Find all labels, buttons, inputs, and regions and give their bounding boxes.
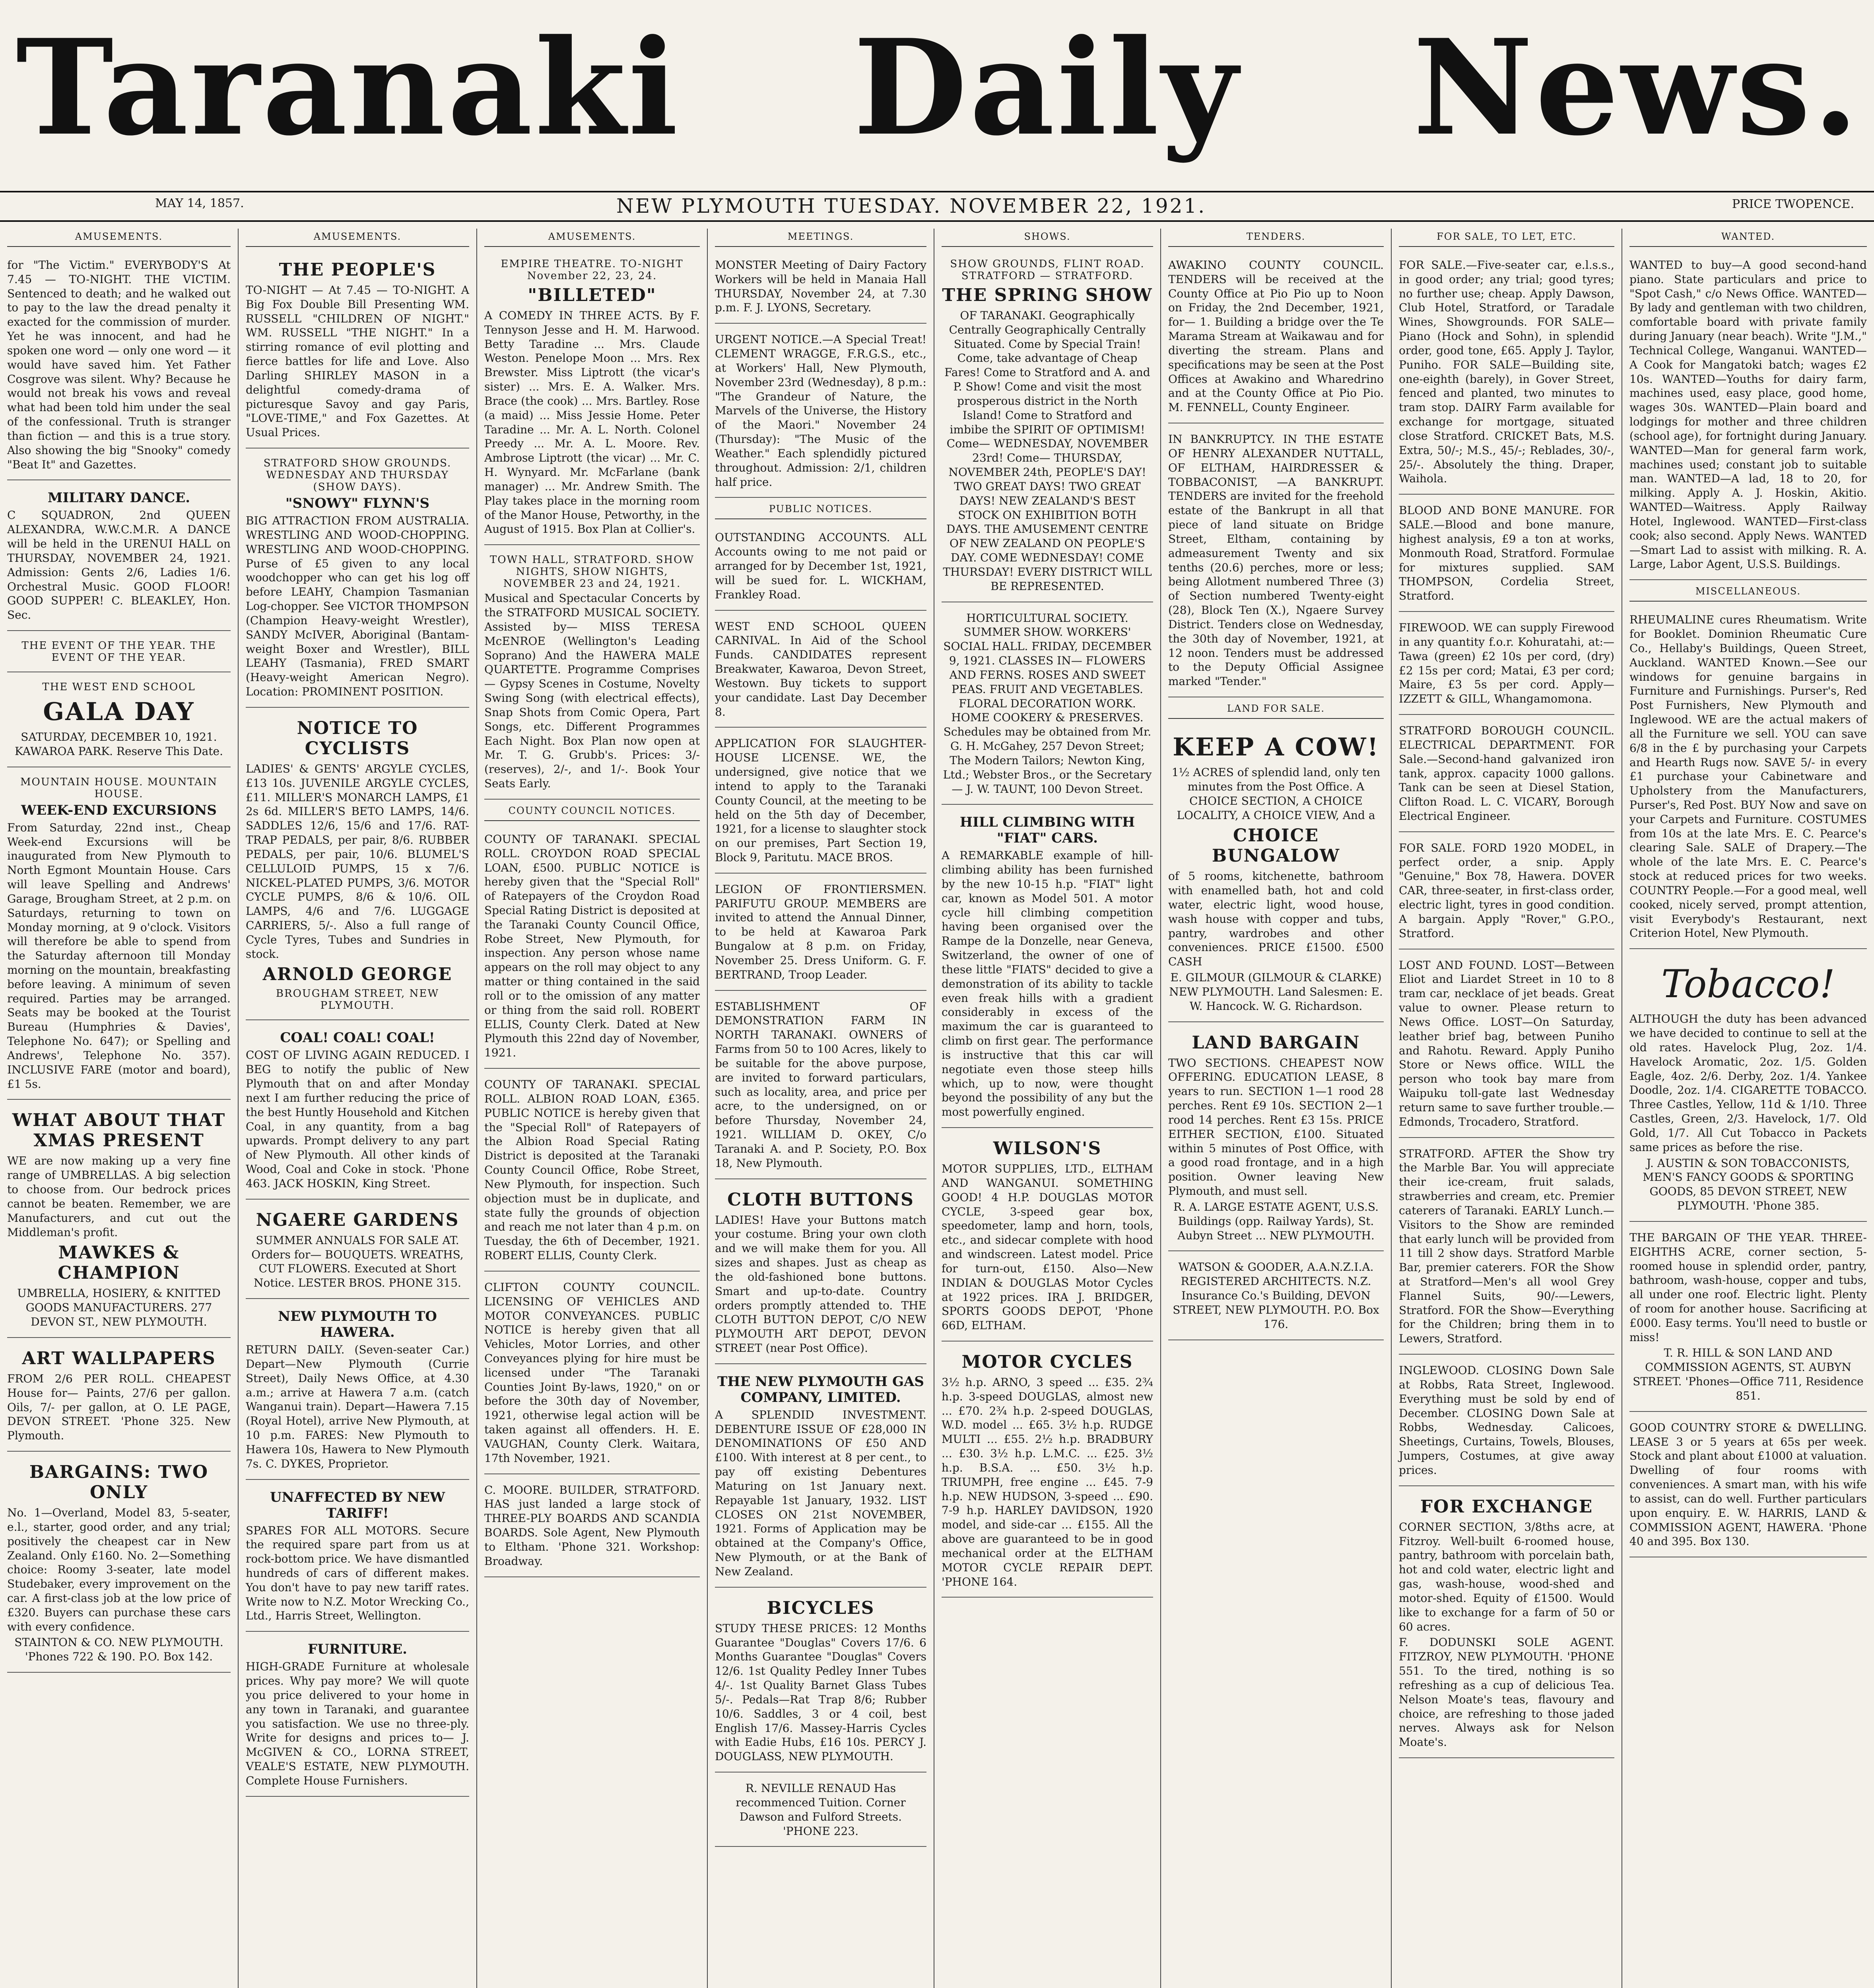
classifieds-inglewood <box>1399 1358 1614 1486</box>
ad-title: THE SPRING SHOW <box>942 285 1153 305</box>
classified-text: STRATFORD BOROUGH COUNCIL. ELECTRICAL DEPARTMENT. FOR Sale.—Second-hand galvanized iron tank, approx. capacity 1000 gallons. Tank can be seen at Diesel Station, Clifton Road. L. C. VICARY, Borough Electrical Engineer. <box>1399 724 1614 823</box>
ad-text: THE BARGAIN OF THE YEAR. THREE-EIGHTHS ACRE, corner section, 5-roomed house in splendid order, pantry, bathroom, wash-house, copper and tubs, all under one roof. Electric light. Plenty of room for another house. Sacrificing at £000. Easy terms. You'll need to bustle or miss! <box>1629 1231 1867 1344</box>
ad-text: From Saturday, 22nd inst., Cheap Week-end Excursions will be inaugurated from New Plymouth to North Egmont Mountain House. Cars will leave Spelling and Andrews' Garage, Brougham Street, at 2 p.m. on Saturdays, returning to town on Monday morning, at 9 o'clock. Visitors will therefore be able to spend from the Saturday afternoon till Monday morning on the mountain, breakfasting before leaving. A minimum of seven required. Parties may be arranged. Seats may be booked at the Tourist Bureau (Humphries & Davies', Telephone No. 647); or Spelling and Andrews', Telephone No. 357). INCLUSIVE FARE (motor and board), £1 5s. <box>7 821 231 1091</box>
column-amusements-1 <box>0 229 239 1988</box>
classified-text: FOR SALE.—Five-seater car, e.l.s.s., in good order; any trial; good tyres; no further use; cheap. Apply Dawson, Club Hotel, Stratford, or Taradale Wines, Showgrounds. FOR SALE—Piano (Hock and Sohn), in splendid order, good tone, £65. Apply J. Taylor, Puniho. FOR SALE—Building site, one-eighth (barely), in Gover Street, fenced and planted, two minutes to tram stop. DAIRY Farm available for exchange for mortgage, situated close Stratford. CRICKET Bats, M.S. Extra, 50/-; M.S., 45/-; Reblades, 30/-, 25/-. Absolutely the thing. Draper, Waihola. <box>1399 258 1614 485</box>
article-fiat <box>942 808 1153 1128</box>
notice-wragge <box>715 327 926 498</box>
notice-carnival <box>715 614 926 728</box>
classifieds-cars <box>1399 835 1614 949</box>
ad-signature: E. GILMOUR (GILMOUR & CLARKE) NEW PLYMOUTH. Land Salesmen: E. W. Hancock. W. G. Richardson. <box>1169 971 1383 1013</box>
ad-watson-gooder <box>1168 1254 1384 1340</box>
notice-croydon-road <box>484 827 700 1069</box>
ad-signature: STAINTON & CO. NEW PLYMOUTH. 'Phones 722 & 190. P.O. Box 142. <box>14 1636 223 1664</box>
ad-text: HORTICULTURAL SOCIETY. SUMMER SHOW. WORKERS' SOCIAL HALL. FRIDAY, DECEMBER 9, 1921. CLASSES IN— FLOWERS AND FERNS. ROSES AND SWEET PEAS. FRUIT AND VEGETABLES. FLORAL DECORATION WORK. HOME COOKERY & PRESERVES. Schedules may be obtained from Mr. G. H. McGahey, 257 Devon Street; The Modern Tailors; Newton King, Ltd.; Webster Bros., or the Secretary— J. W. TAUNT, 100 Devon Street. <box>943 611 1152 796</box>
ad-text: EMPIRE THEATRE. TO-NIGHT November 22, 23, 24. <box>501 258 684 282</box>
ad-signature: T. R. HILL & SON LAND AND COMMISSION AGENTS, ST. AUBYN STREET. 'Phones—Office 711, Residence 851. <box>1633 1346 1864 1402</box>
classifieds-manure <box>1399 498 1614 612</box>
ad-text: of 5 rooms, kitchenette, bathroom with enamelled bath, hot and cold water, electric light, wood house, wash house with copper and tubs, pantry, wardrobes and other conveniences. PRICE £1500. £500 CASH <box>1168 870 1384 969</box>
ad-text: SUMMER ANNUALS FOR SALE AT. Orders for— BOUQUETS. WREATHS, CUT FLOWERS. Executed at Short Notice. LESTER BROS. PHONE 315. <box>251 1233 464 1290</box>
ad-text: STUDY THESE PRICES: 12 Months Guarantee "Douglas" Covers 17/6. 6 Months Guarantee "Douglas" Covers 12/6. 1st Quality Pedley Inner Tubes 4/-. 1st Quality Barnet Glass Tubes 5/-. Pedals—Rat Trap 8/6; Rubber 10/6. Saddles, 3 or 4 coil, best English 17/6. Massey-Harris Cycles with Eadie Hubs, £16 10s. PERCY J. DOUGLASS, NEW PLYMOUTH. <box>715 1621 926 1763</box>
classified-text: FIREWOOD. WE can supply Firewood in any quantity f.o.r. Kohuratahi, at:—Tawa (green) £2 10s per cord, (dry) £2 15s per cord; Matai, £3 per cord; Maire, £3 5s per cord. Apply— IZZETT & GILL, Whangamomona. <box>1399 621 1614 706</box>
article-text: A REMARKABLE example of hill-climbing ability has been furnished by the new 10-15 h.p. "FIAT" light car, known as Model 501. A motor cycle hill climbing competition having been organised over the Rampe de la Donzelle, near Geneva, Switzerland, the owner of one of these little "FIATS" decided to give a demonstration of its ability to tackle even freak hills with a gradient considerably in excess of the maximum the car is guaranteed to climb on first gear. The performance is instructive that this car will negotiate even those steep hills which, up to now, were thought beyond the possibility of any but the most powerfully engined. <box>942 849 1153 1119</box>
notice-text: ESTABLISHMENT OF DEMONSTRATION FARM IN NORTH TARANAKI. OWNERS of Farms from 50 to 100 Acres, likely to be suitable for the above purpose, are invited to forward particulars, such as locality, area, and price per acre, to the undersigned, on or before Thursday, November 24, 1921. WILLIAM D. OKEY, C/o Taranaki A. and P. Society, P.O. Box 18, New Plymouth. <box>715 1000 926 1170</box>
title-word-1: Taranaki <box>16 10 681 165</box>
notice-slaughter-house <box>715 731 926 873</box>
ad-title: COAL! COAL! COAL! <box>280 1030 435 1046</box>
column-header: WANTED. <box>1629 229 1867 247</box>
ad-text: R. NEVILLE RENAUD Has recommenced Tuition. Corner Dawson and Fulford Streets. 'PHONE 223. <box>736 1782 906 1838</box>
ad-title: ARNOLD GEORGE <box>262 964 452 985</box>
section-header: LAND FOR SALE. <box>1168 701 1384 719</box>
issue-dateline: NEW PLYMOUTH TUESDAY. NOVEMBER 22, 1921. <box>616 194 1206 217</box>
ad-wallpapers <box>7 1341 231 1452</box>
classified-text: FOR SALE. FORD 1920 MODEL, in perfect order, a snip. Apply "Genuine," Box 78, Hawera. DOVER CAR, three-seater, in first-class order, electric light, tyres in good condition. A bargain. Apply "Rover," G.P.O., Stratford. <box>1399 841 1614 940</box>
ad-title: THE NEW PLYMOUTH GAS COMPANY, LIMITED. <box>717 1373 924 1406</box>
ad-text: TWO SECTIONS. CHEAPEST NOW OFFERING. EDUCATION LEASE, 8 years to run. SECTION 1—1 rood 28 perches. Rent £9 10s. SECTION 2—1 rood 14 perches. Rent £3 15s. PRICE EITHER SECTION, £100. Situated within 5 minutes of Post Office, with a good road frontage, and in a high position. Owner leaving New Plymouth, and must sell. <box>1168 1056 1384 1198</box>
notice-text: COUNTY OF TARANAKI. SPECIAL ROLL. ALBION ROAD LOAN, £365. PUBLIC NOTICE is hereby given that the "Special Roll" of Ratepayers of the Albion Road Special Rating District is deposited at the Taranaki County Council Office, Robe Street, New Plymouth, for inspection. Such objection must be in duplicate, and state fully the grounds of objection and reach me not later than 4 p.m. on Tuesday, the 6th of December, 1921. ROBERT ELLIS, County Clerk. <box>484 1078 700 1262</box>
ad-title: UNAFFECTED BY NEW TARIFF! <box>270 1489 445 1521</box>
classified-text: WANTED to buy—A good second-hand piano. State particulars and price to "Spot Cash," c/o News Office. WANTED—By lady and gentleman with two children, comfortable board with private family during January (near beach). Write "J.M.," Technical College, Wanganui. WANTED—A Cook for Mangatoki batch; wages £2 10s. WANTED—Youths for dairy farm, machines used, easy place, good home, wages 30s. WANTED—Plain board and lodgings for mother and three children (school age), for fortnight during January. WANTED—Man for general farm work, machines used; constant job to suitable man. WANTED—A lad, 18 to 20, for milking. Apply A. J. Hoskin, Akitio. WANTED—Waitress. Apply Railway Hotel, Inglewood. WANTED—First-class cook; also second. Apply News. WANTED—Smart Lad to assist with milking. R. A. Large, Labor Agent, U.S.S. Buildings. <box>1629 258 1867 571</box>
ad-bicycles <box>715 1591 926 1773</box>
ad-title: LAND BARGAIN <box>1192 1032 1360 1053</box>
section-header: MISCELLANEOUS. <box>1629 583 1867 602</box>
ad-text: 1½ ACRES of splendid land, only ten minutes from the Post Office. A CHOICE SECTION, A CHOICE LOCALITY, A CHOICE VIEW, And a <box>1171 766 1381 822</box>
classifieds-miscellaneous <box>1629 607 1867 949</box>
column-shows <box>934 229 1161 1988</box>
ad-military-dance <box>7 483 231 631</box>
notice-text: LEGION OF FRONTIERSMEN. PARIFUTU GROUP. MEMBERS are invited to attend the Annual Dinner, to be held at Kawaroa Park Bungalow at 8 p.m. on Friday, November 25. Dress Uniform. G. F. BERTRAND, Troop Leader. <box>715 882 926 981</box>
ad-cyclists <box>246 711 469 1021</box>
classified-text: INGLEWOOD. CLOSING Down Sale at Robbs, Rata Street, Inglewood. Everything must be sold by end of December. CLOSING Down Sale at Robbs, Wednesday. Calicoes, Sheetings, Curtains, Towels, Blouses, Jumpers, Costumes, at give away prices. <box>1399 1364 1614 1477</box>
masthead <box>0 0 1874 187</box>
ad-text: MOUNTAIN HOUSE. MOUNTAIN HOUSE. <box>20 776 218 800</box>
ad-signature: J. AUSTIN & SON TOBACCONISTS, MEN'S FANCY GOODS & SPORTING GOODS, 85 DEVON STREET, NEW PLYMOUTH. 'Phone 385. <box>1643 1156 1854 1213</box>
ad-title: Tobacco! <box>1661 962 1835 1007</box>
ad-peoples-theatre <box>246 252 469 448</box>
ad-text: for "The Victim." EVERYBODY'S At 7.45 — TO-NIGHT. THE VICTIM. Sentenced to death; and he walked out to pay to the law the dread penalty it exacted for the commission of murder. Yet he was innocent, and had he spoken one word — only one word — it would have saved him. Yet Father Cosgrove was silent. Why? Because he would not break his vows and reveal what had been told him under the seal of the confessional. Truth is stranger than fiction — and this is a true story. Also showing the big "Snooky" comedy "Beat It" and Gazettes. <box>7 258 231 471</box>
price: PRICE TWOPENCE. <box>1732 197 1854 211</box>
ad-title: CHOICE BUNGALOW <box>1212 825 1340 866</box>
page-columns <box>0 229 1874 1988</box>
notice-text: APPLICATION FOR SLAUGHTER-HOUSE LICENSE. WE, the undersigned, give notice that we intend to apply to the Taranaki County Council, at the meeting to be held on the 5th day of December, 1921, for a license to slaughter stock on our premises, Part Section 19, Block 9, Paritutu. MACE BROS. <box>715 737 926 864</box>
ad-title: "BILLETED" <box>528 285 656 305</box>
ad-text: SPARES FOR ALL MOTORS. Secure the required spare part from us at rock-bottom price. We have dismantled hundreds of cars of different makes. You don't have to pay new tariff rates. Write now to N.Z. Motor Wrecking Co., Ltd., Harris Street, Wellington. <box>246 1524 469 1623</box>
ad-title: THE PEOPLE'S <box>279 260 436 280</box>
article-title: HILL CLIMBING WITH "FIAT" CARS. <box>959 814 1135 846</box>
ad-xmas-present <box>7 1103 231 1338</box>
column-amusements-2 <box>239 229 477 1988</box>
ad-text: COST OF LIVING AGAIN REDUCED. I BEG to notify the public of New Plymouth that on and after Monday next I am further reducing the price of the best Huntly Household and Kitchen Coal, in any quantity, from a bag upwards. Prompt delivery to any part of New Plymouth. All other kinds of Wood, Coal and Coke in stock. 'Phone 463. JACK HOSKIN, King Street. <box>246 1048 469 1190</box>
ad-title: NOTICE TO CYCLISTS <box>297 718 418 759</box>
column-for-sale <box>1392 229 1622 1988</box>
ad-text: WE are now making up a very fine range of UMBRELLAS. A big selection to choose from. Our bedrock prices cannot be beaten. Remember, we are Manufacturers, and cut out the Middleman's profit. <box>7 1154 231 1239</box>
ad-billeted <box>484 252 700 545</box>
ad-text: TO-NIGHT — At 7.45 — TO-NIGHT. A Big Fox Double Bill Presenting WM. RUSSELL "CHILDREN OF NIGHT." WM. RUSSELL "THE NIGHT." In a stirring romance of evil plotting and fierce battles for life and Love. Also Darling SHIRLEY MASON in a delightful comedy-drama of picturesque Savoy and gay Paris, "LOVE-TIME," and Fox Gazettes. At Usual Prices. <box>246 283 469 439</box>
classifieds-lost-found <box>1399 953 1614 1138</box>
ad-text: THE EVENT OF THE YEAR. THE EVENT OF THE YEAR. <box>21 640 216 664</box>
classified-text: STRATFORD. AFTER the Show try the Marble Bar. You will appreciate their ice-cream, fruit salads, strawberries and cream, etc. Premier caterers of Taranaki. EARLY Lunch.—Visitors to the Show are reminded that early lunch will be provided from 11 till 2 show days. Stratford Marble Bar, premier caterers. FOR the Show at Stratford—Men's all wool Grey Flannel Suits, 90/-—Lewers, Stratford. FOR the Show—Everything for the Children; bring them in to Lewers, Stratford. <box>1399 1147 1614 1345</box>
ad-title: NGAERE GARDENS <box>256 1209 459 1230</box>
classifieds-firewood <box>1399 615 1614 715</box>
ad-ngaere-gardens <box>246 1203 469 1299</box>
classified-text: BLOOD AND BONE MANURE. FOR SALE.—Blood and bone manure, highest analysis, £9 a ton at works, Monmouth Road, Stratford. Formulae for mixtures supplied. SAM THOMPSON, Cordelia Street, Stratford. <box>1399 504 1614 603</box>
ad-text: UMBRELLA, HOSIERY, & KNITTED GOODS MANUFACTURERS. 277 DEVON ST., NEW PLYMOUTH. <box>17 1287 221 1329</box>
notice-text: OUTSTANDING ACCOUNTS. ALL Accounts owing to me not paid or arranged for by December 1st, 1921, will be sued for. L. WICKHAM, Frankley Road. <box>715 531 926 601</box>
ad-moore-builder <box>484 1477 700 1577</box>
classified-text: LOST AND FOUND. LOST—Between Eliot and Liardet Street in 10 to 8 tram car, necklace of jet beads. Great value to owner. Please return to News Office. LOST—On Saturday, leather brief bag, between Puniho and Rahotu. Reward. Apply Puniho Store or News office. WILL the person who took bay mare from Waipuku toll-gate last Wednesday return same to save further trouble.—Edmonds, Trocadero, Stratford. <box>1399 958 1614 1128</box>
ad-title: FURNITURE. <box>308 1641 407 1658</box>
newspaper-title <box>16 8 1861 167</box>
ad-cloth-buttons <box>715 1182 926 1364</box>
ad-text: GOOD COUNTRY STORE & DWELLING. LEASE 3 or 5 years at 65s per week. Stock and plant about £1000 at valuation. Dwelling of four rooms with conveniences. A smart man, with his wife to assist, can do well. Further particulars upon enquiry. E. W. HARRIS, LAND & COMMISSION AGENT, HAWERA. 'Phone 40 and 395. Box 130. <box>1629 1421 1867 1548</box>
ad-wilsons <box>942 1131 1153 1342</box>
ad-text: No. 1—Overland, Model 83, 5-seater, e.l., starter, good order, and any trial; positively the cheapest car in New Zealand. Only £160. No. 2—Something choice: Roomy 3-seater, late model Studebaker, every improvement on the car. A first-class job at the low price of £320. Buyers can purchase these cars with every confidence. <box>7 1506 231 1633</box>
ad-coal <box>246 1023 469 1199</box>
ad-gala-day <box>7 676 231 767</box>
classifieds-stratford <box>1399 1141 1614 1355</box>
column-wanted <box>1622 229 1874 1988</box>
ad-text: RETURN DAILY. (Seven-seater Car.) Depart—New Plymouth (Currie Street), Daily News Office, at 4.30 a.m.; arrive at Hawera 7 a.m. (catch Wanganui train). Depart—Hawera 7.15 (Royal Hotel), arrive New Plymouth, at 10 p.m. FARES: New Plymouth to Hawera 10s, Hawera to New Plymouth 7s. C. DYKES, Proprietor. <box>246 1343 469 1470</box>
classifieds-borough <box>1399 718 1614 832</box>
ad-land-bargain <box>1168 1025 1384 1252</box>
ad-text: SATURDAY, DECEMBER 10, 1921. KAWAROA PARK. Reserve This Date. <box>15 730 223 758</box>
ad-tobacco <box>1629 952 1867 1222</box>
ad-title: BICYCLES <box>767 1598 875 1618</box>
ad-text: BIG ATTRACTION FROM AUSTRALIA. WRESTLING AND WOOD-CHOPPING. WRESTLING AND WOOD-CHOPPING. Purse of £5 given to any local woodchopper who can get his log off before LEAHY, Champion Tasmanian Log-chopper. See VICTOR THOMPSON (Champion Heavy-weight Wrestler), SANDY McIVER, Aboriginal (Bantam-weight Boxer and Wrestler), BILL LEAHY (Tasmania), FRED SMART (Heavy-weight American Negro). Location: PROMINENT POSITION. <box>246 514 469 699</box>
title-word-2: Daily <box>853 10 1240 165</box>
ad-text: TOWN HALL, STRATFORD. SHOW NIGHTS, SHOW NIGHTS, NOVEMBER 23 and 24, 1921. <box>489 554 695 590</box>
classifieds-wanted <box>1629 252 1867 580</box>
column-header: TENDERS. <box>1168 229 1384 247</box>
notice-text: WEST END SCHOOL QUEEN CARNIVAL. In Aid of the School Funds. CANDIDATES represent Breakwater, Kawaroa, Devon Street, Westown. Buy tickets to support your candidate. Last Day December 8. <box>715 619 926 718</box>
ad-victim <box>7 252 231 480</box>
dateline-bar <box>0 191 1874 222</box>
ad-title: CLOTH BUTTONS <box>727 1189 914 1210</box>
notice-frontiersmen <box>715 877 926 991</box>
column-header: SHOWS. <box>942 229 1153 247</box>
ad-text: A COMEDY IN THREE ACTS. By F. Tennyson Jesse and H. M. Harwood. Betty Taradine ... Mrs. Claude Weston. Penelope Moon ... Mrs. Rex Brewster. Miss Liptrott (the vicar's sister) ... Mrs. E. A. Walker. Mrs. Brace (the cook) ... Mrs. Bartley. Rose (a maid) ... Miss Jessie Home. Peter Taradine ... Mr. A. L. North. Colonel Preedy ... Mr. A. L. Moore. Rev. Ambrose Liptrott (the vicar) ... Mr. C. H. Wynyard. Mr. McFarlane (bank manager) ... Mr. Andrew Smith. The Play takes place in the morning room of the Manor House, Petworthy, in the August of 1915. Box Plan at Collier's. <box>484 309 700 536</box>
ad-title: MAWKES & CHAMPION <box>58 1242 180 1283</box>
notice-awakino <box>1168 252 1384 423</box>
ad-for-exchange <box>1399 1489 1614 1758</box>
ad-motor-cycles <box>942 1345 1153 1598</box>
ad-text: WATSON & GOODER, A.A.N.Z.I.A. REGISTERED ARCHITECTS. N.Z. Insurance Co.'s Building, DEVON STREET, NEW PLYMOUTH. P.O. Box 176. <box>1173 1260 1379 1331</box>
ad-text: C. MOORE. BUILDER, STRATFORD. HAS just landed a large stock of THREE-PLY BOARDS AND SCANDIA BOARDS. Sole Agent, New Plymouth to Eltham. 'Phone 321. Workshop: Broadway. <box>484 1483 700 1568</box>
notice-text: IN BANKRUPTCY. IN THE ESTATE OF HENRY ALEXANDER NUTTALL, OF ELTHAM, HAIRDRESSER & TOBBACONIST, —A BANKRUPT. TENDERS are invited for the freehold estate of the Bankrupt in all that piece of land situate on Bridge Street, Eltham, containing by admeasurement Twenty and six tenths (20.6) perches, more or less; being Allotment numbered Three (3) of Section numbered Twenty-eight (28), Block Ten (X.), Ngaere Survey District. Tenders close on Wednesday, the 30th day of November, 1921, at 12 noon. Tenders must be addressed to the Deputy Official Assignee marked "Tender." <box>1168 433 1384 688</box>
ad-text: STRATFORD SHOW GROUNDS. WEDNESDAY AND THURSDAY (SHOW DAYS). <box>263 457 452 493</box>
ad-hawera-service <box>246 1302 469 1479</box>
established-date: MAY 14, 1857. <box>155 196 244 210</box>
ad-snowy-flynn <box>246 452 469 708</box>
ad-title: FOR EXCHANGE <box>1420 1496 1593 1517</box>
ad-text: 3½ h.p. ARNO, 3 speed ... £35. 2¾ h.p. 3-speed DOUGLAS, almost new ... £70. 2¾ h.p. 2-speed DOUGLAS, W.D. model ... £65. 3½ h.p. RUDGE MULTI ... £55. 2½ h.p. BRADBURY ... £30. 3½ h.p. L.M.C. ... £25. 3½ h.p. B.S.A. ... £50. 3½ h.p. TRIUMPH, free engine ... £45. 7-9 h.p. NEW HUDSON, 3-speed ... £90. 7-9 h.p. HARLEY DAVIDSON, 1920 model, and side-car ... £155. All the above are guaranteed to be in good mechanical order at the ELTHAM MOTOR CYCLE REPAIR DEPT. 'PHONE 164. <box>942 1376 1153 1588</box>
ad-event-of-year <box>7 634 231 672</box>
column-header: AMUSEMENTS. <box>246 229 469 247</box>
column-tenders <box>1161 229 1392 1988</box>
column-header: MEETINGS. <box>715 229 926 247</box>
column-header: AMUSEMENTS. <box>7 229 231 247</box>
notice-albion-road <box>484 1072 700 1272</box>
notice-demonstration-farm <box>715 994 926 1179</box>
ad-bargain-of-year <box>1629 1225 1867 1412</box>
section-header: PUBLIC NOTICES. <box>715 501 926 519</box>
notice-text: AWAKINO COUNTY COUNCIL. TENDERS will be received at the County Office at Pio Pio up to Noon on Friday, the 2nd December, 1921, for— 1. Building a bridge over the Te Marama Stream at Waikawau and for diverting the stream. Plans and specifications may be seen at the Post Offices at Awakino and Wharedrino and at the County Office at Pio Pio. M. FENNELL, County Engineer. <box>1168 258 1384 414</box>
ad-country-store <box>1629 1415 1867 1557</box>
ad-musical-society <box>484 548 700 800</box>
notice-text: CLIFTON COUNTY COUNCIL. LICENSING OF VEHICLES AND MOTOR CONVEYANCES. PUBLIC NOTICE is hereby given that all Vehicles, Motor Lorries, and other Conveyances plying for hire must be licensed under "The Taranaki Counties Joint By-laws, 1920," on or before the 30th day of November, 1921, otherwise legal action will be taken against all offenders. H. E. VAUGHAN, County Clerk. Waitara, 17th November, 1921. <box>484 1280 700 1465</box>
ad-text: F. DODUNSKI SOLE AGENT. FITZROY, NEW PLYMOUTH. 'PHONE 551. To the tired, nothing is so refreshing as a cup of delicious Tea. Nelson Moate's teas, flavoury and choice, are refreshing to those jaded nerves. Always ask for Nelson Moate's. <box>1399 1636 1614 1749</box>
ad-mountain-house <box>7 771 231 1100</box>
ad-spring-show <box>942 252 1153 602</box>
ad-title: BARGAINS: TWO ONLY <box>29 1462 209 1503</box>
ad-bargains <box>7 1455 231 1673</box>
ad-title: MOTOR CYCLES <box>961 1352 1133 1372</box>
ad-text: OF TARANAKI. Geographically Centrally Geographically Centrally Situated. Come by Special Train! Come, take advantage of Cheap Fares! Come to Stratford and A. and P. Show! Come and visit the most prosperous district in the North Island! Come to Stratford and imbibe the SPIRIT OF OPTIMISM! Come— WEDNESDAY, NOVEMBER 23rd! Come— THURSDAY, NOVEMBER 24th, PEOPLE'S DAY! TWO GREAT DAYS! TWO GREAT DAYS! NEW ZEALAND'S BEST STOCK ON EXHIBITION BOTH DAYS. THE AMUSEMENT CENTRE OF NEW ZEALAND ON PEOPLE'S DAY. COME WEDNESDAY! COME THURSDAY! EVERY DISTRICT WILL BE REPRESENTED. <box>943 309 1152 593</box>
classified-text: RHEUMALINE cures Rheumatism. Write for Booklet. Dominion Rheumatic Cure Co., Hellaby's Buildings, Queen Street, Auckland. WANTED Known.—See our windows for genuine bargains in Furniture and Furnishings. Purser's, Red Post Furnishers, New Plymouth and Inglewood. WE are the actual makers of all the Furniture we sell. YOU can save 6/8 in the £ by purchasing your Carpets and Hearth Rugs now. SAVE 5/- in every £1 purchase your Cabinetware and Upholstery from the Manufacturers, Purser's, Red Post. BUY Now and save on your Carpets and Furniture. COSTUMES from 10s at the late Mrs. E. C. Pearce's clearing Sale. SALE of Drapery.—The whole of the late Mrs. E. C. Pearce's stock at reduced prices for two weeks. COUNTRY People.—For a good meal, well cooked, nicely served, prompt attention, visit Everybody's Restaurant, next Criterion Hotel, New Plymouth. <box>1629 613 1867 940</box>
column-meetings <box>708 229 934 1988</box>
ad-text: ALTHOUGH the duty has been advanced we have decided to continue to sell at the old rates. Havelock Plug, 2oz. 1/4. Havelock Aromatic, 2oz. 1/5. Golden Eagle, 4oz. 2/6. Derby, 2oz. 1/4. Yankee Doodle, 2oz. 1/4. CIGARETTE TOBACCO. Three Castles, Yellow, 11d & 1/10. Three Castles, Green, 2/3. Havelock, 1/7. Old Gold, 1/7. All Cut Tobacco in Packets same prices as before the rise. <box>1629 1012 1867 1154</box>
title-word-3: News. <box>1413 10 1861 165</box>
ad-text: SHOW GROUNDS, FLINT ROAD. STRATFORD — STRATFORD. <box>950 258 1145 282</box>
ad-text: LADIES' & GENTS' ARGYLE CYCLES, £13 10s. JUVENILE ARGYLE CYCLES, £11. MILLER'S MONARCH LAMPS, £1 2s 6d. MILLER'S BETO LAMPS, 14/6. SADDLES 12/6, 15/6 and 17/6. RAT-TRAP PEDALS, per pair, 8/6. RUBBER PEDALS, per pair, 10/6. BLUMEL'S CELLULOID PUMPS, 15 x 7/6. NICKEL-PLATED PUMPS, 3/6. MOTOR CYCLE PUMPS, 8/6 & 10/6. OIL LAMPS, 4/6 and 7/6. LUGGAGE CARRIERS, 5/-. Also a full range of Cycle Tyres, Tubes and Sundries in stock. <box>246 762 469 961</box>
ad-horticultural <box>942 606 1153 805</box>
ad-text: FROM 2/6 PER ROLL. CHEAPEST House for— Paints, 27/6 per gallon. Oils, 7/- per gallon, at O. LE PAGE, DEVON STREET. 'Phone 325. New Plymouth. <box>7 1372 231 1442</box>
ad-title: NEW PLYMOUTH TO HAWERA. <box>278 1309 437 1341</box>
ad-title: WILSON'S <box>993 1138 1102 1159</box>
ad-furniture <box>246 1635 469 1796</box>
section-header: COUNTY COUNCIL NOTICES. <box>484 803 700 821</box>
ad-text: BROUGHAM STREET, NEW PLYMOUTH. <box>276 988 439 1012</box>
ad-renaud <box>715 1776 926 1847</box>
notice-text: URGENT NOTICE.—A Special Treat! CLEMENT WRAGGE, F.R.G.S., etc., at Workers' Hall, New Plymouth, November 23rd (Wednesday), 8 p.m.: "The Grandeur of Nature, the Marvels of the Universe, the History of the Maori." November 24 (Thursday): "The Music of the Weather." Each splendidly pictured throughout. Admission: 2/1, children half price. <box>715 333 926 489</box>
notice-clifton-council <box>484 1275 700 1474</box>
column-header: FOR SALE, TO LET, ETC. <box>1399 229 1614 247</box>
ad-title: KEEP A COW! <box>1173 732 1379 762</box>
notice-text: COUNTY OF TARANAKI. SPECIAL ROLL. CROYDON ROAD SPECIAL LOAN, £500. PUBLIC NOTICE is hereby given that the "Special Roll" of Ratepayers of the Croydon Road Special Rating District is deposited at the Taranaki County Council Office, Robe Street, New Plymouth, for inspection. Any person whose name appears on the roll may object to any matter or thing contained in the said roll or to the omission of any matter or thing from the said roll. ROBERT ELLIS, County Clerk. Dated at New Plymouth this 22nd day of November, 1921. <box>484 832 700 1060</box>
notice-bankruptcy <box>1168 427 1384 697</box>
ad-title: WEEK-END EXCURSIONS <box>21 802 217 818</box>
ad-text: HIGH-GRADE Furniture at wholesale prices. Why pay more? We will quote you price delivered to your home in any town in Taranaki, and guarantee you satisfaction. We use no three-ply. Write for designs and prices to— J. McGIVEN & CO., LORNA STREET, VEALE'S ESTATE, NEW PLYMOUTH. Complete House Furnishers. <box>246 1660 469 1787</box>
ad-text: A SPLENDID INVESTMENT. DEBENTURE ISSUE OF £28,000 IN DENOMINATIONS OF £50 AND £100. With interest at 8 per cent., to pay off existing Debentures Maturing on 1st January next. Repayable 1st January, 1932. LIST CLOSES ON 21st NOVEMBER, 1921. Forms of Application may be obtained at the Company's Office, New Plymouth, or at the Bank of New Zealand. <box>715 1408 926 1578</box>
ad-gas-company <box>715 1367 926 1588</box>
column-header: AMUSEMENTS. <box>484 229 700 247</box>
ad-title: MILITARY DANCE. <box>47 490 190 506</box>
ad-title: "SNOWY" FLYNN'S <box>285 495 430 512</box>
ad-text: Musical and Spectacular Concerts by the STRATFORD MUSICAL SOCIETY. Assisted by— MISS TERESA McENROE (Wellington's Leading Soprano) And the HAWERA MALE QUARTETTE. Programme Comprises— Gypsy Scenes in Costume, Novelty Swing Song (with electrical effects), Snap Shots from Comic Opera, Part Songs, etc. Different Programmes Each Night. Box Plan now open at Mr. T. G. Grubb's. Prices: 3/- (reserves), 2/-, and 1/-. Book Your Seats Early. <box>484 592 700 790</box>
ad-text: MOTOR SUPPLIES, LTD., ELTHAM AND WANGANUI. SOMETHING GOOD! 4 H.P. DOUGLAS MOTOR CYCLE, 3-speed gear box, speedometer, lamp and horn, tools, etc., and sidecar complete with hood and windscreen. Latest model. Price for turn-out, £150. Also—New INDIAN & DOUGLAS Motor Cycles at 1922 prices. IRA J. BRIDGER, SPORTS GOODS DEPOT, 'Phone 66D, ELTHAM. <box>942 1162 1153 1332</box>
ad-intro: THE WEST END SCHOOL <box>42 681 196 693</box>
ad-text: LADIES! Have your Buttons match your costume. Bring your own cloth and we will make them for you. All sizes and shapes. Just as cheap as the old-fashioned bone buttons. Smart and up-to-date. Country orders promptly attended to. THE CLOTH BUTTON DEPOT, C/O NEW PLYMOUTH ART DEPOT, DEVON STREET (near Post Office). <box>715 1213 926 1355</box>
ad-title: ART WALLPAPERS <box>22 1348 216 1369</box>
notice-accounts <box>715 525 926 610</box>
notice-monster-meeting <box>715 252 926 324</box>
ad-title: GALA DAY <box>43 697 195 726</box>
ad-text: C SQUADRON, 2nd QUEEN ALEXANDRA, W.W.C.M.R. A DANCE will be held in the URENUI HALL on THURSDAY, NOVEMBER 24, 1921. Admission: Gents 2/6, Ladies 1/6. Orchestral Music. GOOD FLOOR! GOOD SUPPER! C. BLEAKLEY, Hon. Sec. <box>7 509 231 622</box>
column-amusements-3 <box>477 229 708 1988</box>
ad-motor-spares <box>246 1483 469 1632</box>
notice-text: MONSTER Meeting of Dairy Factory Workers will be held in Manaia Hall THURSDAY, November 24, at 7.30 p.m. F. J. LYONS, Secretary. <box>715 258 926 315</box>
ad-signature: R. A. LARGE ESTATE AGENT, U.S.S. Buildings (opp. Railway Yards), St. Aubyn Street ... NEW PLYMOUTH. <box>1173 1200 1379 1242</box>
ad-keep-a-cow <box>1168 724 1384 1022</box>
ad-text: CORNER SECTION, 3/8ths acre, at Fitzroy. Well-built 6-roomed house, pantry, bathroom with porcelain bath, hot and cold water, electric light and gas, wash-house, wood-shed and motor-shed. Equity of £1500. Would like to exchange for a farm of 50 or 60 acres. <box>1399 1520 1614 1633</box>
ad-title: WHAT ABOUT THAT XMAS PRESENT <box>12 1110 226 1151</box>
classifieds-for-sale <box>1399 252 1614 495</box>
